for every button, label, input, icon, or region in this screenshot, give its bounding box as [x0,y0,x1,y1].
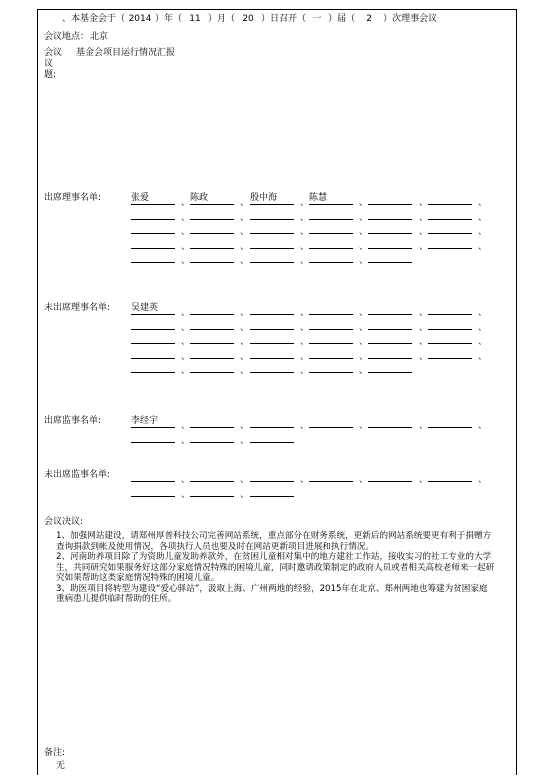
present-director-name-slot [190,222,234,234]
present-director-name-slot [131,251,175,263]
absent-director-name-slot: 吴建英 [131,303,175,315]
absent-supervisor-name-slot [250,485,294,497]
name-separator: 、 [181,212,191,223]
absent-director-name-slot [131,318,175,330]
present-director-name-slot [428,222,472,234]
present-director-name-slot [368,208,412,220]
name-separator: 、 [240,241,250,252]
name-separator: 、 [359,241,369,252]
name-separator: 、 [181,421,191,431]
present-supervisor-name-slot [190,416,234,428]
name-separator: 、 [478,475,488,485]
name-separator: 、 [419,212,429,223]
name-separator: 、 [240,351,250,362]
topic-label-line2: 议 [44,59,54,69]
name-separator: 、 [359,337,369,347]
absent-director-name-slot [250,347,294,359]
name-separator: 、 [240,337,250,347]
title-year-suffix: ）年（ [155,14,183,24]
name-separator: 、 [478,241,488,252]
absent-director-name-slot [309,361,353,373]
title-month-suffix: ）月（ [208,14,236,24]
name-separator: 、 [181,351,191,362]
name-separator: 、 [300,337,310,347]
present-supervisor-name-slot [131,431,175,443]
name-separator: 、 [181,322,191,333]
name-separator: 、 [419,227,429,237]
name-separator: 、 [478,322,488,333]
absent-director-name-slot [368,361,412,373]
name-separator: 、 [240,475,250,485]
name-separator: 、 [240,421,250,431]
name-separator: 、 [478,351,488,362]
absent-supervisor-name-slot [190,485,234,497]
meeting-session-no: 2 [366,14,372,24]
present-supervisor-name-slot [368,416,412,428]
present-director-name-slot [250,237,294,249]
present-director-name-slot [190,251,234,263]
name-separator: 、 [359,227,369,237]
name-separator: 、 [181,435,191,446]
name-separator: 、 [181,308,191,318]
name-separator: 、 [359,308,369,318]
absent-director-name-slot [309,303,353,315]
document-frame [37,9,517,775]
absent-director-name-slot [190,332,234,344]
name-separator: 、 [478,227,488,237]
name-separator: 、 [300,198,310,208]
absent-director-name-slot [309,318,353,330]
name-separator: 、 [240,308,250,318]
name-separator: 、 [300,256,310,266]
meeting-day: 20 [242,14,254,24]
topic-label-line3: 题: [44,70,57,80]
name-separator: 、 [181,366,191,376]
absent-director-name-slot [250,303,294,315]
absent-supervisor-name-slot [368,470,412,482]
present-supervisor-name-slot [428,416,472,428]
present-director-name-slot [368,251,412,263]
present-director-name-slot [368,222,412,234]
name-separator: 、 [300,322,310,333]
absent-director-name-slot [428,332,472,344]
name-separator: 、 [300,475,310,485]
absent-director-name-slot [190,303,234,315]
meeting-title [62,14,437,25]
absent-director-name-slot [250,361,294,373]
present-director-name-slot [131,208,175,220]
name-separator: 、 [181,489,191,500]
topic-value: 基金会项目运行情况汇报 [76,48,176,58]
present-director-name-slot [190,208,234,220]
decision-item-2: 2、河南助养项目除了为资助儿童发助养款外，在贫困儿童相对集中的地方建社工作站，接收实习的社工专业的大学生，共同研究如果服务好这部分家庭情况特殊的困境儿童，同时邀请政策制定的政府人员或者相关高校老师来一起研究如果帮助这类家庭情况特殊的困境儿童。 [56,552,495,583]
absent-supervisor-name-slot [131,470,175,482]
name-separator: 、 [419,198,429,208]
title-prefix: 、本基金会于（ [62,14,126,24]
name-separator: 、 [359,475,369,485]
present-director-name-slot [309,251,353,263]
name-separator: 、 [419,337,429,347]
absent-director-name-slot [131,347,175,359]
name-separator: 、 [419,322,429,333]
name-separator: 、 [419,351,429,362]
name-separator: 、 [359,366,369,376]
name-separator: 、 [240,227,250,237]
absent-supervisor-name-slot [190,470,234,482]
present-supervisor-name-slot [309,416,353,428]
absent-director-name-slot [309,332,353,344]
name-separator: 、 [300,212,310,223]
name-separator: 、 [181,337,191,347]
present-director-name-slot [309,222,353,234]
name-separator: 、 [181,475,191,485]
name-separator: 、 [478,198,488,208]
location-label: 会议地点： [44,32,90,42]
present-director-name-slot [250,251,294,263]
present-director-name-slot [309,208,353,220]
name-separator: 、 [478,308,488,318]
absent-director-name-slot [368,347,412,359]
name-separator: 、 [359,351,369,362]
absent-supervisor-name-slot [250,470,294,482]
name-separator: 、 [300,308,310,318]
meeting-month: 11 [189,14,201,24]
present-directors-label: 出席理事名单: [44,193,102,203]
remarks-value: 无 [56,761,66,771]
absent-director-name-slot [190,318,234,330]
present-supervisor-name-slot: 李经宇 [131,416,175,428]
name-separator: 、 [240,212,250,223]
name-separator: 、 [359,256,369,266]
absent-director-name-slot [428,318,472,330]
absent-director-name-slot [368,303,412,315]
name-separator: 、 [240,366,250,376]
name-separator: 、 [300,227,310,237]
decision-item-1: 1、加强网站建设，请郑州厚普科技公司完善网站系统，重点部分在财务系统，更新后的网站系统要更有利于捐赠方查询捐款到帐及使用情况，各项执行人员也要及时在网站更新项目进展和执行情况。 [56,531,492,552]
absent-director-name-slot [250,332,294,344]
present-director-name-slot: 张爱 [131,193,175,205]
absent-director-name-slot [250,318,294,330]
name-separator: 、 [181,256,191,266]
topic-label-line1: 会议 [44,48,63,58]
decisions-list [56,531,496,605]
title-session-no-suffix: ）次理事会议 [383,14,438,24]
present-director-name-slot [428,208,472,220]
present-director-name-slot [428,193,472,205]
absent-director-name-slot [131,332,175,344]
present-supervisor-name-slot [250,431,294,443]
present-director-name-slot [250,208,294,220]
name-separator: 、 [240,198,250,208]
name-separator: 、 [181,241,191,252]
present-supervisors-label: 出席监事名单: [44,416,102,426]
present-director-name-slot: 陈政 [190,193,234,205]
name-separator: 、 [419,241,429,252]
absent-supervisor-name-slot [131,485,175,497]
absent-supervisor-name-slot [309,470,353,482]
name-separator: 、 [359,212,369,223]
absent-director-name-slot [309,347,353,359]
name-separator: 、 [419,475,429,485]
absent-director-name-slot [368,318,412,330]
name-separator: 、 [478,421,488,431]
decisions-label: 会议决议: [44,517,84,527]
absent-director-name-slot [131,361,175,373]
meeting-session-type: 一 [312,14,322,24]
present-director-name-slot [190,237,234,249]
name-separator: 、 [240,489,250,500]
present-supervisor-name-slot [190,431,234,443]
present-director-name-slot [309,237,353,249]
present-director-name-slot [428,237,472,249]
name-separator: 、 [419,421,429,431]
name-separator: 、 [300,351,310,362]
absent-director-name-slot [428,303,472,315]
name-separator: 、 [478,337,488,347]
name-separator: 、 [359,421,369,431]
present-director-name-slot [250,222,294,234]
name-separator: 、 [240,256,250,266]
name-separator: 、 [300,421,310,431]
absent-director-name-slot [368,332,412,344]
present-director-name-slot: 殷中海 [250,193,294,205]
name-separator: 、 [359,198,369,208]
meeting-year: 2014 [128,14,152,24]
title-day-suffix: ）日召开（ [261,14,307,24]
present-director-name-slot [368,237,412,249]
absent-director-name-slot [190,361,234,373]
title-session-suffix: ）届（ [328,14,356,24]
name-separator: 、 [240,435,250,446]
location-value: 北京 [90,32,109,42]
name-separator: 、 [300,366,310,376]
absent-supervisors-label: 未出席监事名单: [44,470,111,480]
absent-supervisor-name-slot [428,470,472,482]
name-separator: 、 [419,308,429,318]
name-separator: 、 [478,212,488,223]
name-separator: 、 [181,198,191,208]
name-separator: 、 [181,227,191,237]
present-director-name-slot [131,237,175,249]
present-supervisor-name-slot [250,416,294,428]
absent-director-name-slot [190,347,234,359]
name-separator: 、 [300,241,310,252]
name-separator: 、 [359,322,369,333]
present-director-name-slot: 陈慧 [309,193,353,205]
present-director-name-slot [131,222,175,234]
absent-directors-label: 未出席理事名单: [44,303,111,313]
remarks-label: 备注: [44,748,66,758]
present-director-name-slot [368,193,412,205]
absent-director-name-slot [428,347,472,359]
decision-item-3: 3、助医项目将转型为建设“爱心驿站”，汲取上海、广州两地的经验，2015年在北京、郑州两地也筹建为贫困家庭重病患儿提供临时帮助的住所。 [56,583,488,604]
name-separator: 、 [240,322,250,333]
